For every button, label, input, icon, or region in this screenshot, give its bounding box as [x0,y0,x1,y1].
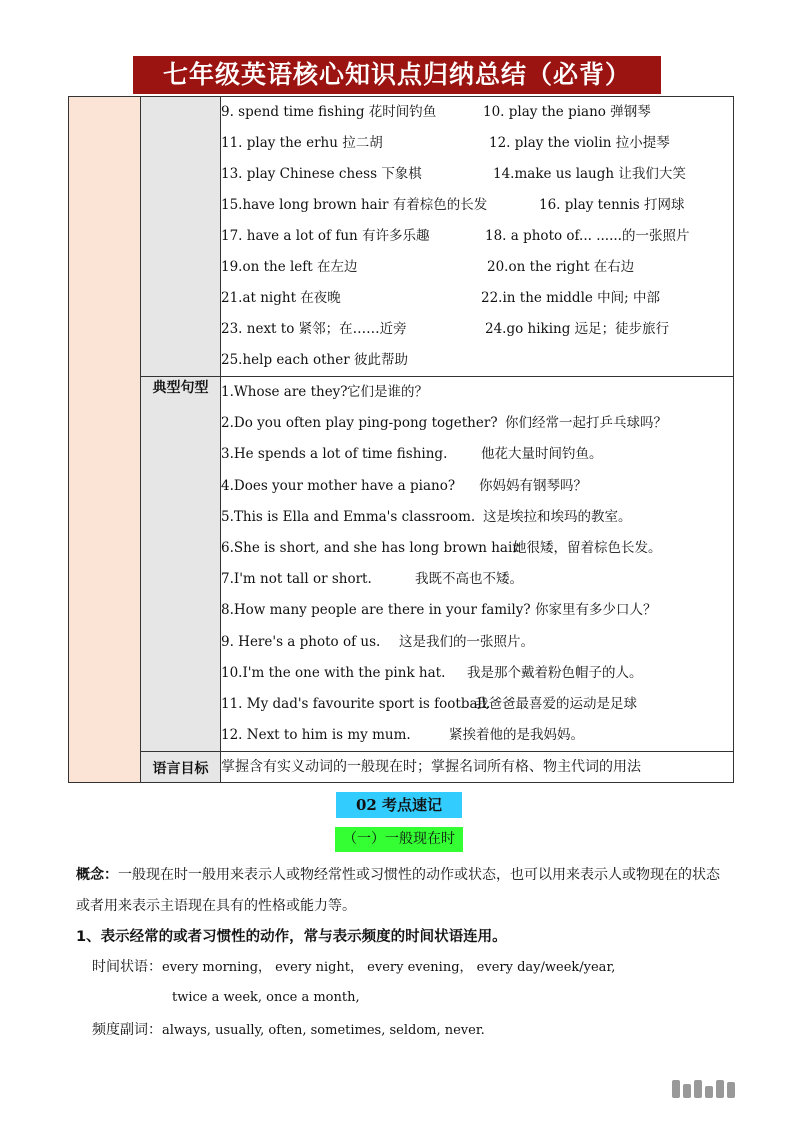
sentence-english: 12. Next to him is my mum. [221,727,411,744]
sentence-english: 3.He spends a lot of time fishing. [221,446,448,463]
sentence-chinese: 紧挨着他的是我妈妈。 [449,727,584,744]
phrase-row [221,159,733,190]
phrase-row [221,283,733,314]
sentence-english: 10.I'm the one with the pink hat. [221,664,446,681]
sentence-chinese: 我爸爸最喜爱的运动是足球 [475,695,637,712]
phrase-list [221,97,733,376]
sentence-list [221,377,733,751]
sentence-row [221,377,733,408]
phrase-item: 12. play the violin 拉小提琴 [489,135,670,151]
sentence-english: 5.This is Ella and Emma's classroom. [221,508,476,525]
phrase-row [221,252,733,283]
phrase-row [221,314,733,345]
sentence-chinese: 这是我们的一张照片。 [399,633,534,650]
sentence-english: 9. Here's a photo of us. [221,633,381,650]
sentence-english: 4.Does your mother have a piano? [221,477,456,494]
concept-paragraph [76,860,726,922]
phrase-item: 11. play the erhu 拉二胡 [221,135,383,151]
sentence-row [221,471,733,502]
sentences-label: 典型句型 [141,377,221,752]
sentence-row [221,502,733,533]
phrase-item: 23. next to 紧邻；在……近旁 [221,321,407,337]
phrase-row [221,128,733,159]
frequency-adverb-label: 频度副词： [92,1022,162,1038]
time-adverbial-line1: every morning， every night， every evening， every day/week/year, [162,960,616,975]
sentence-english: 11. My dad's favourite sport is football. [221,695,491,712]
time-adverbial-label: 时间状语： [92,959,162,975]
phrase-item: 19.on the left 在左边 [221,259,358,275]
sentence-english: 1.Whose are they? [221,384,348,400]
sentence-row [221,627,733,658]
goal-text: 掌握含有实义动词的一般现在时；掌握名词所有格、物主代词的用法 [221,759,641,776]
rule-heading-1: 1、表示经常的或者习惯性的动作，常与表示频度的时间状语连用。 [76,929,507,945]
sentence-chinese: 我既不高也不矮。 [415,571,523,588]
phrase-item: 18. a photo of... ......的一张照片 [485,228,690,244]
phrase-row [221,190,733,221]
phrase-item: 25.help each other 彼此帮助 [221,352,408,368]
phrase-item: 24.go hiking 远足；徒步旅行 [485,321,670,337]
subsection-title: （一）一般现在时 [335,827,463,852]
sentence-chinese: 他花大量时间钓鱼。 [481,446,603,463]
phrase-item: 14.make us laugh 让我们大笑 [493,166,686,182]
sentence-row [221,720,733,751]
phrase-item: 21.at night 在夜晚 [221,290,341,306]
sentence-chinese: 你妈妈有钢琴吗？ [479,477,587,494]
sentences-cell [221,377,734,752]
concept-label: 概念： [76,867,118,883]
phrase-item: 15.have long brown hair 有着棕色的长发 [221,197,488,213]
watermark-bars-icon [672,1080,735,1098]
phrase-item: 16. play tennis 打网球 [539,197,685,213]
sentence-row [221,533,733,564]
sentence-row [221,658,733,689]
sentence-chinese: 这是埃拉和埃玛的教室。 [483,508,632,525]
sentence-row [221,408,733,439]
sentence-row [221,689,733,720]
concept-text: 一般现在时一般用来表示人或物经常性或习惯性的动作或状态，也可以用来表示人或物现在的状态或者用来表示主语现在具有的性格或能力等。 [76,867,720,914]
time-adverbial-line2: twice a week, once a month, [172,990,360,1005]
knowledge-table [68,96,734,783]
sentence-chinese: 它们是谁的？ [347,384,428,400]
phrase-item: 9. spend time fishing 花时间钓鱼 [221,104,437,120]
phrases-cell [221,97,734,377]
phrases-label-cell [141,97,221,377]
sentence-chinese: 你们经常一起打乒乓球吗？ [505,415,667,432]
sentence-row [221,439,733,470]
phrase-row [221,221,733,252]
sentence-english: 8.How many people are there in your family? [221,602,531,619]
goal-cell [221,752,734,783]
phrase-item: 22.in the middle 中间; 中部 [481,290,661,306]
section-title: 02 考点速记 [336,792,462,818]
sentence-chinese: 我是那个戴着粉色帽子的人。 [467,664,643,681]
phrase-item: 10. play the piano 弹钢琴 [483,104,651,120]
page-banner-title: 七年级英语核心知识点归纳总结（必背） [133,56,661,94]
sentence-chinese: 你家里有多少口人？ [535,602,657,619]
sentence-english: 7.I'm not tall or short. [221,571,372,588]
category-column [69,97,141,783]
sentence-chinese: 她很矮，留着棕色长发。 [513,539,662,556]
sentence-row [221,564,733,595]
phrase-item: 20.on the right 在右边 [487,259,635,275]
frequency-adverb-row [92,1015,485,1046]
phrase-row [221,97,733,128]
frequency-adverb-text: always, usually, often, sometimes, seldom, never. [162,1023,485,1038]
time-adverbial-row [92,952,615,983]
goal-label: 语言目标 [141,752,221,783]
sentence-row [221,595,733,626]
phrase-item: 13. play Chinese chess 下象棋 [221,166,422,182]
phrase-row [221,345,733,376]
phrase-item: 17. have a lot of fun 有许多乐趣 [221,228,430,244]
sentence-english: 2.Do you often play ping-pong together? [221,415,498,432]
sentence-english: 6.She is short, and she has long brown hair. [221,539,522,556]
